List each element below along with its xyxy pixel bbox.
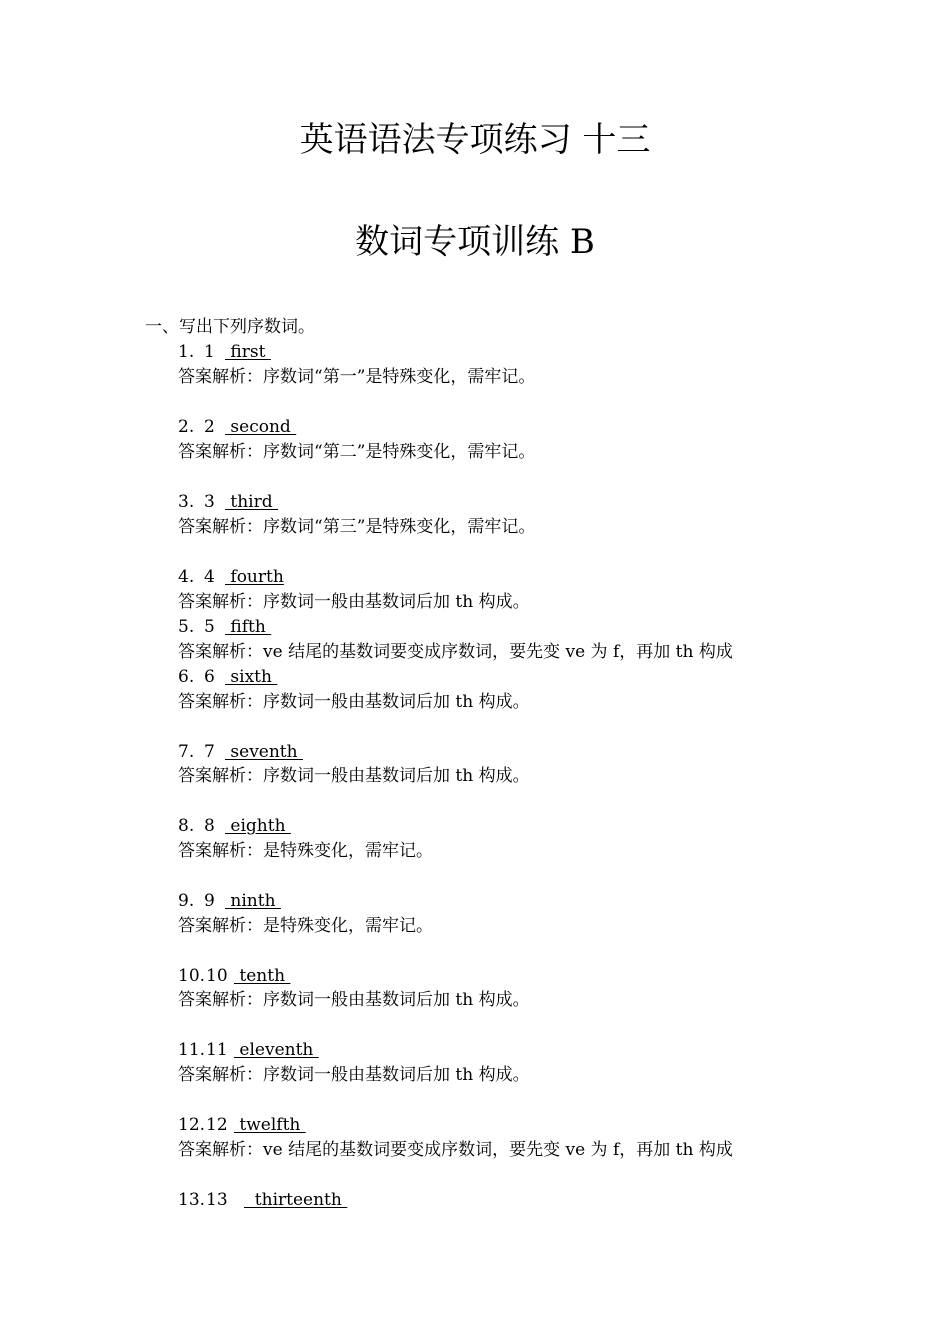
answer-text: first <box>225 342 271 362</box>
question-cardinal: 7 <box>204 742 215 762</box>
question-line-1 <box>178 341 271 363</box>
question-line-2 <box>178 416 296 438</box>
question-line-6 <box>178 666 277 688</box>
answer-text: twelfth <box>234 1115 306 1135</box>
question-index: 3. <box>178 492 195 512</box>
answer-text: second <box>225 417 297 437</box>
answer-text: third <box>225 492 279 512</box>
page-title: 英语语法专项练习 十三 <box>299 120 651 160</box>
question-index: 10. <box>178 966 206 986</box>
question-index: 11. <box>178 1040 206 1060</box>
answer-text: ninth <box>225 891 281 911</box>
explanation-line-10: 答案解析：序数词一般由基数词后加 th 构成。 <box>178 990 530 1010</box>
explanation-line-9: 答案解析：是特殊变化，需牢记。 <box>178 916 433 936</box>
question-cardinal: 10 <box>206 966 228 986</box>
answer-text: tenth <box>234 966 291 986</box>
question-cardinal: 12 <box>206 1115 228 1135</box>
explanation-line-8: 答案解析：是特殊变化，需牢记。 <box>178 841 433 861</box>
question-cardinal: 9 <box>204 891 215 911</box>
answer-text: sixth <box>225 667 278 687</box>
question-index: 8. <box>178 816 195 836</box>
question-cardinal: 3 <box>204 492 215 512</box>
question-line-4 <box>178 566 284 588</box>
question-line-12 <box>178 1114 306 1136</box>
question-cardinal: 2 <box>204 417 215 437</box>
question-index: 12. <box>178 1115 206 1135</box>
question-line-3 <box>178 491 278 513</box>
explanation-line-4: 答案解析：序数词一般由基数词后加 th 构成。 <box>178 592 530 612</box>
explanation-line-2: 答案解析：序数词“第二”是特殊变化，需牢记。 <box>178 442 536 462</box>
question-cardinal: 6 <box>204 667 215 687</box>
section-heading: 一、写出下列序数词。 <box>145 317 315 337</box>
answer-text: thirteenth <box>244 1190 348 1210</box>
answer-text: fourth <box>225 567 284 587</box>
explanation-line-12: 答案解析：ve 结尾的基数词要变成序数词，要先变 ve 为 f，再加 th 构成 <box>178 1140 733 1160</box>
answer-text: eleventh <box>234 1040 319 1060</box>
question-index: 7. <box>178 742 195 762</box>
question-cardinal: 13 <box>206 1190 228 1210</box>
page-subtitle: 数词专项训练 B <box>355 222 595 262</box>
explanation-line-7: 答案解析：序数词一般由基数词后加 th 构成。 <box>178 766 530 786</box>
explanation-line-3: 答案解析：序数词“第三”是特殊变化，需牢记。 <box>178 517 536 537</box>
question-cardinal: 5 <box>204 617 215 637</box>
question-cardinal: 1 <box>204 342 215 362</box>
question-index: 6. <box>178 667 195 687</box>
question-index: 1. <box>178 342 195 362</box>
explanation-line-11: 答案解析：序数词一般由基数词后加 th 构成。 <box>178 1065 530 1085</box>
explanation-line-1: 答案解析：序数词“第一”是特殊变化，需牢记。 <box>178 367 536 387</box>
explanation-line-6: 答案解析：序数词一般由基数词后加 th 构成。 <box>178 692 530 712</box>
question-line-8 <box>178 815 291 837</box>
question-cardinal: 4 <box>204 567 215 587</box>
question-line-5 <box>178 616 271 638</box>
question-cardinal: 11 <box>206 1040 228 1060</box>
question-line-10 <box>178 965 290 987</box>
answer-text: seventh <box>225 742 303 762</box>
question-index: 5. <box>178 617 195 637</box>
question-index: 4. <box>178 567 195 587</box>
question-line-11 <box>178 1039 319 1061</box>
question-index: 2. <box>178 417 195 437</box>
question-index: 9. <box>178 891 195 911</box>
answer-text: eighth <box>225 816 291 836</box>
question-line-9 <box>178 890 281 912</box>
question-index: 13. <box>178 1190 206 1210</box>
question-cardinal: 8 <box>204 816 215 836</box>
explanation-line-5: 答案解析：ve 结尾的基数词要变成序数词，要先变 ve 为 f，再加 th 构成 <box>178 642 733 662</box>
question-line-13 <box>178 1189 347 1211</box>
question-line-7 <box>178 741 303 763</box>
answer-text: fifth <box>225 617 272 637</box>
